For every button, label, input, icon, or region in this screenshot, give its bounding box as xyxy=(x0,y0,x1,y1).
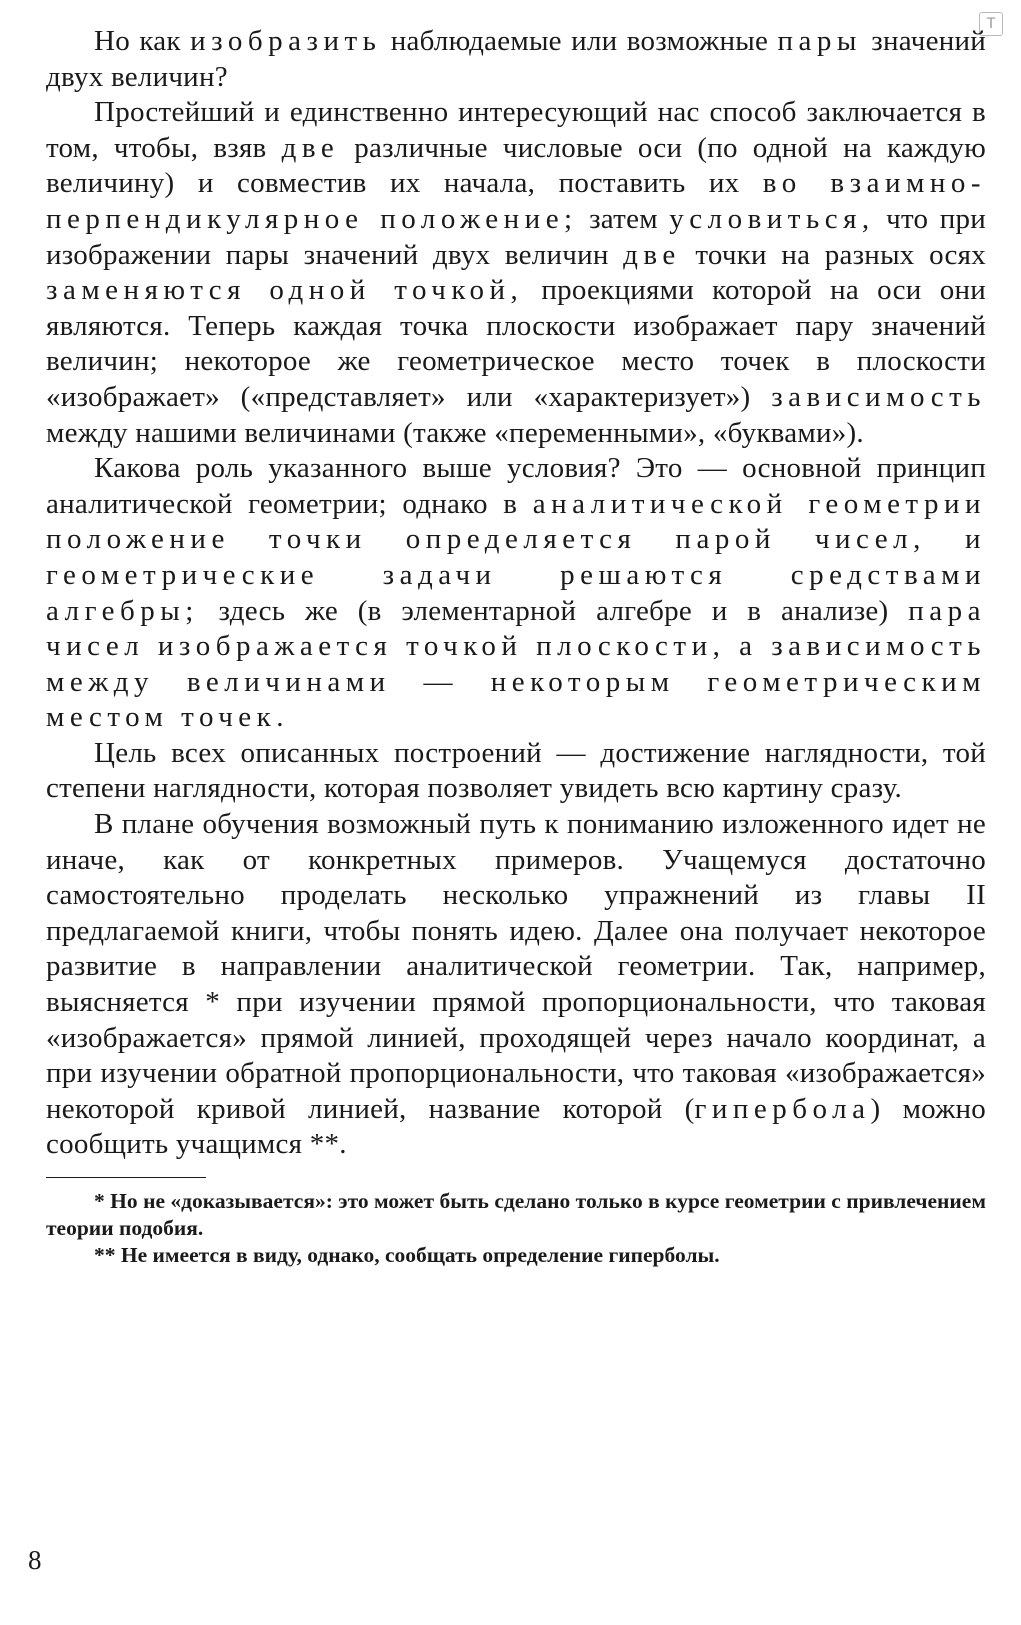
spaced-emphasis: условиться, xyxy=(669,202,875,235)
spaced-emphasis: две xyxy=(281,131,340,164)
spaced-emphasis: заменяются одной точкой, xyxy=(46,274,524,307)
text-run: проекциями которой на оси они являются. Теперь каждая точка плоскости изображает пару значений величин; некоторое же геометрическое место точек в плоскости «изображает» («представляет» или «характеризует») xyxy=(46,274,986,413)
spaced-emphasis: пара чисел изображается точкой плоскости, а зависимость между величинами — некоторым геометрическим местом точек. xyxy=(46,594,986,734)
spaced-emphasis: пары xyxy=(777,25,862,57)
spaced-emphasis: две xyxy=(623,238,681,271)
page-body xyxy=(46,24,986,1269)
spaced-emphasis: гипербола xyxy=(694,1092,871,1125)
text-run: значений двух величин? xyxy=(46,25,986,93)
text-run: Какова роль указанного выше условия? Это — основной принцип аналитической геометрии; однако в xyxy=(46,452,986,520)
text-run: В плане обучения возможный путь к пониманию изложенного идет не иначе, как от конкретных примеров. Учащемуся достаточно самостоятельно проделать несколько упражнений из главы II предлагаемой книги, чтобы понять идею. Далее она получает некоторое развитие в направлении аналитической геометрии. Так, например, выясняется * при изучении прямой пропорциональности, что таковая «изображается» прямой линией, проходящей через начало координат, а при изучении обратной пропорциональности, что таковая «изображается» некоторой кривой линией, название которой ( xyxy=(46,808,986,1125)
text-run: что при изображении пары значений двух величин xyxy=(46,202,986,271)
text-run: Но как xyxy=(94,25,191,57)
text-run: Цель всех описанных построений — достижение наглядности, той степени наглядности, которая позволяет увидеть всю картину сразу. xyxy=(46,736,986,805)
text-run: здесь же (в элементарной алгебре и в анализе) xyxy=(198,594,909,627)
spaced-emphasis: изобразить xyxy=(190,25,382,57)
corner-mark-icon: T xyxy=(979,12,1003,36)
paragraph-4 xyxy=(46,736,986,807)
spaced-emphasis: зависимость xyxy=(771,380,986,413)
text-run: наблюдаемые или возможные xyxy=(381,25,778,57)
paragraph-5 xyxy=(46,807,986,1163)
paragraph-2 xyxy=(46,95,986,451)
main-text xyxy=(46,24,986,1163)
text-run: ) можно сообщить учащимся **. xyxy=(46,1092,986,1161)
text-run: Простейший и единственно интересующий нас способ заключается в том, чтобы, взяв xyxy=(46,96,986,164)
text-run: затем xyxy=(577,202,670,235)
footnote-2: ** Не имеется в виду, однако, сообщать определение гиперболы. xyxy=(94,1243,720,1267)
text-run: различные числовые оси (по одной на каждую величину) и совместив их начала, поставить их xyxy=(46,131,986,200)
footnotes xyxy=(46,1188,986,1269)
page-number: 8 xyxy=(28,1545,42,1575)
spaced-emphasis: во взаимно-перпендикулярное положение; xyxy=(46,167,987,235)
footnote-1: * Но не «доказывается»: это может быть сделано только в курсе геометрии с привлечением теории подобия. xyxy=(46,1189,986,1240)
paragraph-1 xyxy=(46,24,986,95)
text-run: точки на разных осях xyxy=(680,238,986,271)
text-run: между нашими величинами (также «переменными», «буквами»). xyxy=(46,416,864,449)
footnote-divider xyxy=(46,1177,206,1178)
paragraph-3 xyxy=(46,451,986,736)
spaced-emphasis: аналитической геометрии положение точки определяется парой чисел, и геометрические задачи решаются средствами алгебры; xyxy=(46,487,987,627)
